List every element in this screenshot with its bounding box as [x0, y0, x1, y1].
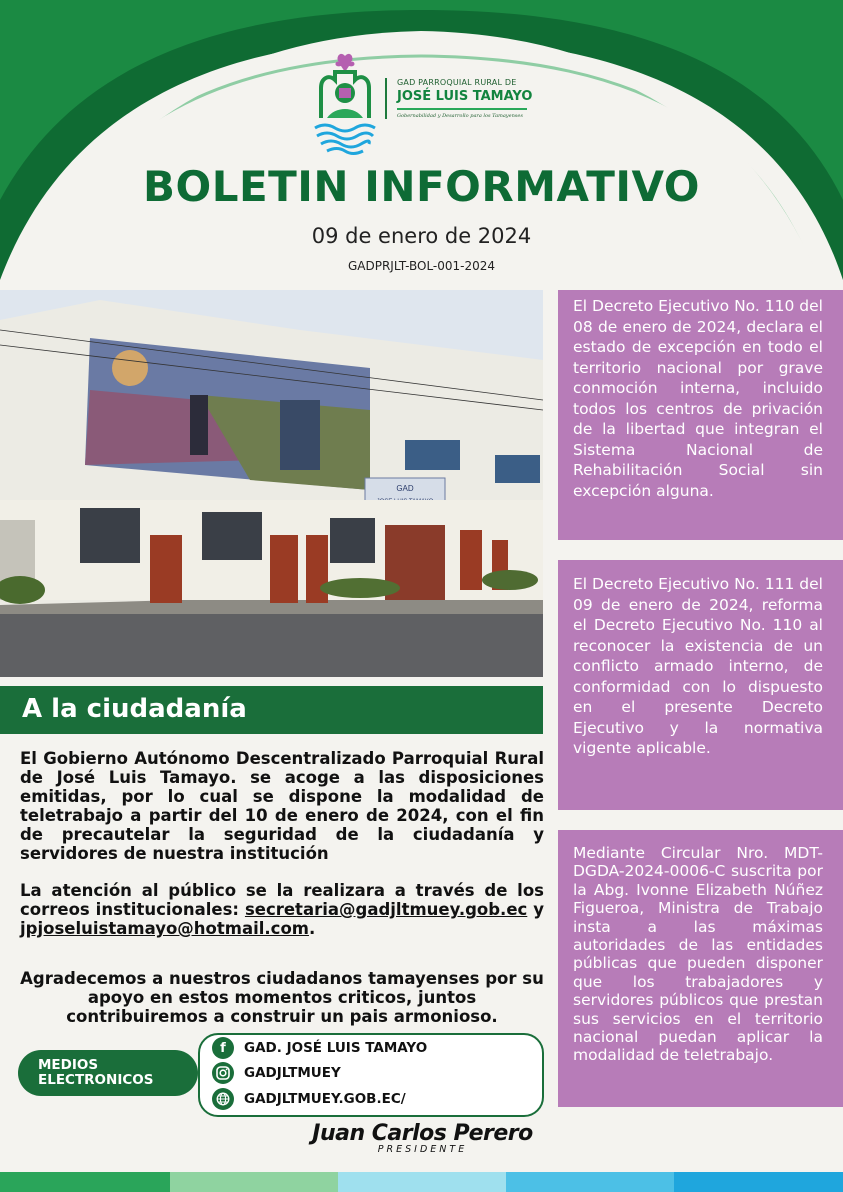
footer-stripe-3: [338, 1172, 506, 1192]
logo-tagline: Gobernabilidad y Desarrollo para los Tamayenses: [397, 113, 523, 119]
thanks-paragraph: Agradecemos a nuestros ciudadanos tamayenses por su apoyo en estos momentos criticos, juntos contribuiremos a construir un pais armonioso.: [20, 969, 544, 1026]
instagram-icon: [212, 1062, 234, 1084]
contact-and: y: [527, 900, 545, 919]
logo-wordmark: [385, 78, 567, 119]
footer-stripe-1: [0, 1172, 170, 1192]
email-secretaria-link[interactable]: secretaria@gadjltmuey.gob.ec: [244, 900, 528, 919]
footer-stripe-2: [170, 1172, 338, 1192]
ciudadania-title: A la ciudadanía: [22, 694, 247, 724]
footer-stripe-4: [506, 1172, 674, 1192]
media-label-pill: [18, 1050, 198, 1096]
signature-block: [305, 1121, 540, 1155]
contact-text: La atención al público se la realizara a través de los correos institucionales:: [20, 881, 544, 919]
logo-underline: [397, 108, 527, 110]
globe-icon: [212, 1088, 234, 1110]
bulletin-date: 09 de enero de 2024: [311, 224, 532, 248]
bulletin-title: BOLETIN INFORMATIVO: [142, 162, 701, 211]
signature-role: PRESIDENTE: [377, 1144, 468, 1155]
logo-small-text: GAD PARROQUIAL RURAL DE: [397, 78, 517, 87]
gad-logo: [305, 48, 385, 158]
instagram-label: GADJLTMUEY: [244, 1065, 341, 1081]
media-instagram-row[interactable]: [212, 1061, 341, 1085]
media-label-line2: ELECTRONICOS: [38, 1072, 154, 1088]
media-web-row[interactable]: [212, 1087, 406, 1111]
contact-paragraph: [20, 881, 544, 938]
contact-end: .: [308, 919, 316, 938]
building-sign-top: GAD: [396, 484, 414, 493]
bulletin-code: GADPRJLT-BOL-001-2024: [347, 259, 496, 273]
email-hotmail-link[interactable]: jpjoseluistamayo@hotmail.com: [20, 919, 309, 938]
facebook-label: GAD. JOSÉ LUIS TAMAYO: [244, 1040, 428, 1056]
info-box-decree-110: El Decreto Ejecutivo No. 110 del 08 de enero de 2024, declara el estado de excepción en todo el territorio nacional por grave conmoción interna, incluido todos los centros de privación de la libertad que integran el Sistema Nacional de Rehabilitación Social sin excepción alguna.: [558, 290, 843, 540]
building-photo: [0, 290, 543, 677]
info-box-decree-111: El Decreto Ejecutivo No. 111 del 09 de enero de 2024, reforma el Decreto Ejecutivo No. 110 al reconocer la existencia de un conflicto armado interno, de conformidad con lo dispuesto en el presente Decreto Ejecutivo y la normativa vigente aplicable.: [558, 560, 843, 810]
logo-name: JOSÉ LUIS TAMAYO: [397, 89, 533, 104]
info-box-circular: Mediante Circular Nro. MDT-DGDA-2024-0006-C suscrita por la Abg. Ivonne Elizabeth Núñez Figueroa, Ministra de Trabajo insta a las máximas autoridades de las entidades públicas que pueden disponer que los trabajadores y servidores públicos que prestan sus servicios en el territorio nacional puedan aplicar la modalidad de teletrabajo.: [558, 830, 843, 1107]
facebook-icon: f: [212, 1037, 234, 1059]
signature-name: Juan Carlos Perero: [312, 1121, 533, 1146]
website-label: GADJLTMUEY.GOB.EC/: [244, 1091, 406, 1107]
media-facebook-row[interactable]: [212, 1036, 427, 1060]
footer-stripe-5: [674, 1172, 843, 1192]
media-label-line1: MEDIOS: [38, 1057, 99, 1073]
announcement-paragraph: El Gobierno Autónomo Descentralizado Parroquial Rural de José Luis Tamayo. se acoge a las disposiciones emitidas, por lo cual se dispone la modalidad de teletrabajo a partir del 10 de enero de 2024, con el fin de precautelar la seguridad de la ciudadanía y servidores de nuestra institución: [20, 749, 544, 863]
